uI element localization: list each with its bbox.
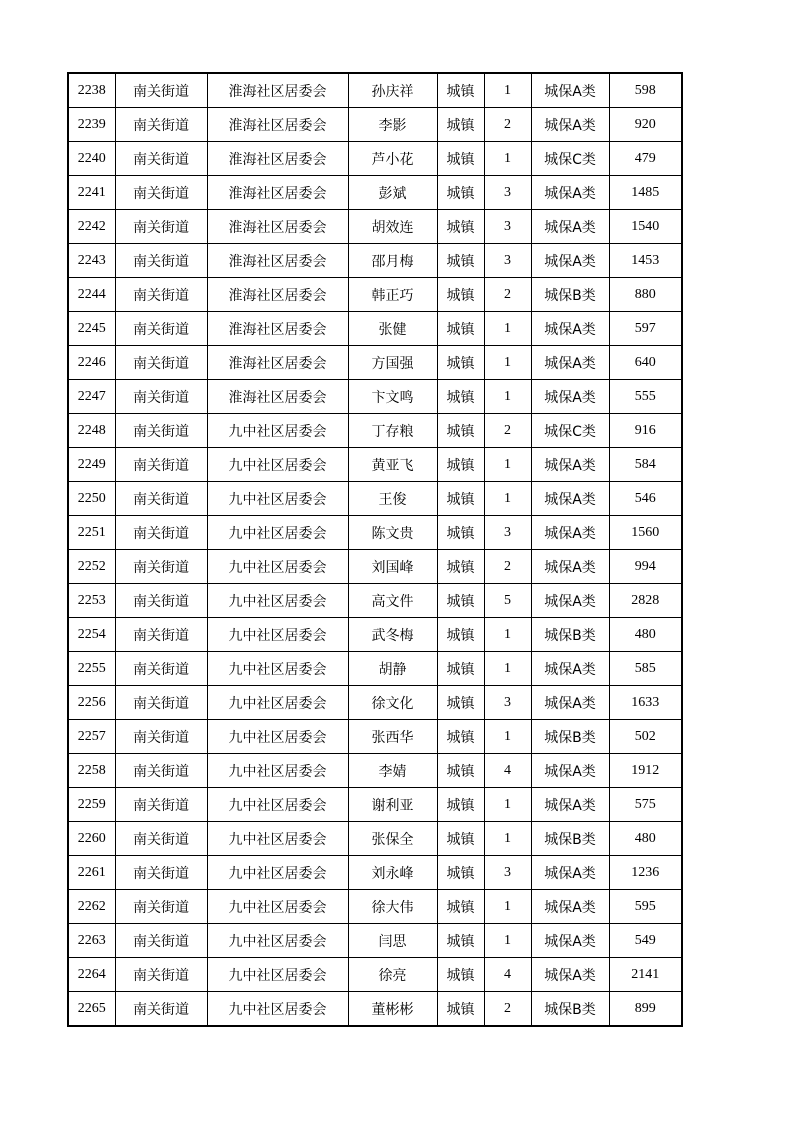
insurance-category-cell: 城保C类 <box>531 414 609 448</box>
street-cell: 南关街道 <box>115 210 207 244</box>
roster-table <box>67 72 683 1027</box>
amount-cell: 1485 <box>609 176 682 210</box>
amount-cell: 595 <box>609 890 682 924</box>
community-cell: 九中社区居委会 <box>207 414 348 448</box>
serial-number-cell: 2239 <box>68 108 115 142</box>
community-cell: 九中社区居委会 <box>207 720 348 754</box>
insurance-category-cell: 城保A类 <box>531 652 609 686</box>
street-cell: 南关街道 <box>115 278 207 312</box>
amount-cell: 575 <box>609 788 682 822</box>
amount-cell: 480 <box>609 618 682 652</box>
amount-cell: 899 <box>609 992 682 1027</box>
household-size-cell: 3 <box>484 686 531 720</box>
household-type-cell: 城镇 <box>437 176 484 210</box>
household-type-cell: 城镇 <box>437 652 484 686</box>
table-row <box>68 856 682 890</box>
amount-cell: 920 <box>609 108 682 142</box>
serial-number-cell: 2257 <box>68 720 115 754</box>
table-row <box>68 516 682 550</box>
table-row <box>68 890 682 924</box>
serial-number-cell: 2261 <box>68 856 115 890</box>
serial-number-cell: 2265 <box>68 992 115 1027</box>
table-row <box>68 278 682 312</box>
person-name-cell: 徐大伟 <box>348 890 437 924</box>
serial-number-cell: 2244 <box>68 278 115 312</box>
household-type-cell: 城镇 <box>437 856 484 890</box>
insurance-category-cell: 城保B类 <box>531 618 609 652</box>
person-name-cell: 李影 <box>348 108 437 142</box>
serial-number-cell: 2251 <box>68 516 115 550</box>
street-cell: 南关街道 <box>115 312 207 346</box>
serial-number-cell: 2240 <box>68 142 115 176</box>
amount-cell: 597 <box>609 312 682 346</box>
community-cell: 九中社区居委会 <box>207 822 348 856</box>
household-type-cell: 城镇 <box>437 550 484 584</box>
insurance-category-cell: 城保A类 <box>531 686 609 720</box>
person-name-cell: 谢利亚 <box>348 788 437 822</box>
person-name-cell: 李婧 <box>348 754 437 788</box>
household-size-cell: 1 <box>484 924 531 958</box>
amount-cell: 546 <box>609 482 682 516</box>
person-name-cell: 陈文贵 <box>348 516 437 550</box>
table-row <box>68 142 682 176</box>
household-type-cell: 城镇 <box>437 890 484 924</box>
street-cell: 南关街道 <box>115 380 207 414</box>
serial-number-cell: 2264 <box>68 958 115 992</box>
amount-cell: 584 <box>609 448 682 482</box>
household-size-cell: 1 <box>484 142 531 176</box>
street-cell: 南关街道 <box>115 244 207 278</box>
person-name-cell: 张健 <box>348 312 437 346</box>
person-name-cell: 张西华 <box>348 720 437 754</box>
household-type-cell: 城镇 <box>437 108 484 142</box>
amount-cell: 555 <box>609 380 682 414</box>
street-cell: 南关街道 <box>115 686 207 720</box>
insurance-category-cell: 城保A类 <box>531 312 609 346</box>
insurance-category-cell: 城保A类 <box>531 890 609 924</box>
insurance-category-cell: 城保A类 <box>531 346 609 380</box>
table-row <box>68 108 682 142</box>
amount-cell: 479 <box>609 142 682 176</box>
serial-number-cell: 2260 <box>68 822 115 856</box>
street-cell: 南关街道 <box>115 584 207 618</box>
amount-cell: 916 <box>609 414 682 448</box>
household-type-cell: 城镇 <box>437 312 484 346</box>
household-size-cell: 1 <box>484 346 531 380</box>
insurance-category-cell: 城保A类 <box>531 958 609 992</box>
street-cell: 南关街道 <box>115 720 207 754</box>
street-cell: 南关街道 <box>115 516 207 550</box>
amount-cell: 1633 <box>609 686 682 720</box>
table-row <box>68 618 682 652</box>
serial-number-cell: 2243 <box>68 244 115 278</box>
table-row <box>68 73 682 108</box>
household-type-cell: 城镇 <box>437 584 484 618</box>
household-size-cell: 1 <box>484 448 531 482</box>
household-size-cell: 2 <box>484 550 531 584</box>
serial-number-cell: 2242 <box>68 210 115 244</box>
community-cell: 九中社区居委会 <box>207 516 348 550</box>
community-cell: 淮海社区居委会 <box>207 142 348 176</box>
community-cell: 九中社区居委会 <box>207 550 348 584</box>
serial-number-cell: 2258 <box>68 754 115 788</box>
street-cell: 南关街道 <box>115 414 207 448</box>
household-size-cell: 4 <box>484 958 531 992</box>
serial-number-cell: 2247 <box>68 380 115 414</box>
insurance-category-cell: 城保B类 <box>531 992 609 1027</box>
household-type-cell: 城镇 <box>437 686 484 720</box>
table-row <box>68 550 682 584</box>
person-name-cell: 方国强 <box>348 346 437 380</box>
community-cell: 九中社区居委会 <box>207 992 348 1027</box>
street-cell: 南关街道 <box>115 924 207 958</box>
insurance-category-cell: 城保A类 <box>531 788 609 822</box>
amount-cell: 880 <box>609 278 682 312</box>
insurance-category-cell: 城保A类 <box>531 108 609 142</box>
household-size-cell: 3 <box>484 856 531 890</box>
amount-cell: 502 <box>609 720 682 754</box>
household-type-cell: 城镇 <box>437 142 484 176</box>
person-name-cell: 孙庆祥 <box>348 73 437 108</box>
serial-number-cell: 2246 <box>68 346 115 380</box>
community-cell: 九中社区居委会 <box>207 584 348 618</box>
community-cell: 淮海社区居委会 <box>207 210 348 244</box>
household-size-cell: 3 <box>484 244 531 278</box>
table-row <box>68 652 682 686</box>
household-type-cell: 城镇 <box>437 346 484 380</box>
person-name-cell: 丁存粮 <box>348 414 437 448</box>
household-size-cell: 1 <box>484 482 531 516</box>
table-row <box>68 448 682 482</box>
amount-cell: 2828 <box>609 584 682 618</box>
household-size-cell: 3 <box>484 210 531 244</box>
community-cell: 九中社区居委会 <box>207 788 348 822</box>
community-cell: 九中社区居委会 <box>207 448 348 482</box>
insurance-category-cell: 城保A类 <box>531 244 609 278</box>
amount-cell: 2141 <box>609 958 682 992</box>
community-cell: 淮海社区居委会 <box>207 176 348 210</box>
table-row <box>68 380 682 414</box>
serial-number-cell: 2263 <box>68 924 115 958</box>
street-cell: 南关街道 <box>115 890 207 924</box>
serial-number-cell: 2262 <box>68 890 115 924</box>
serial-number-cell: 2238 <box>68 73 115 108</box>
household-size-cell: 1 <box>484 720 531 754</box>
street-cell: 南关街道 <box>115 108 207 142</box>
amount-cell: 549 <box>609 924 682 958</box>
community-cell: 九中社区居委会 <box>207 754 348 788</box>
insurance-category-cell: 城保A类 <box>531 754 609 788</box>
serial-number-cell: 2250 <box>68 482 115 516</box>
street-cell: 南关街道 <box>115 652 207 686</box>
household-size-cell: 1 <box>484 73 531 108</box>
person-name-cell: 王俊 <box>348 482 437 516</box>
insurance-category-cell: 城保A类 <box>531 448 609 482</box>
insurance-category-cell: 城保C类 <box>531 142 609 176</box>
person-name-cell: 董彬彬 <box>348 992 437 1027</box>
serial-number-cell: 2254 <box>68 618 115 652</box>
insurance-category-cell: 城保B类 <box>531 278 609 312</box>
insurance-category-cell: 城保A类 <box>531 380 609 414</box>
table-row <box>68 482 682 516</box>
street-cell: 南关街道 <box>115 346 207 380</box>
person-name-cell: 徐亮 <box>348 958 437 992</box>
community-cell: 九中社区居委会 <box>207 856 348 890</box>
household-type-cell: 城镇 <box>437 822 484 856</box>
street-cell: 南关街道 <box>115 550 207 584</box>
person-name-cell: 胡静 <box>348 652 437 686</box>
household-type-cell: 城镇 <box>437 958 484 992</box>
household-type-cell: 城镇 <box>437 992 484 1027</box>
serial-number-cell: 2248 <box>68 414 115 448</box>
household-size-cell: 3 <box>484 176 531 210</box>
table-row <box>68 312 682 346</box>
amount-cell: 585 <box>609 652 682 686</box>
insurance-category-cell: 城保B类 <box>531 822 609 856</box>
household-type-cell: 城镇 <box>437 754 484 788</box>
household-size-cell: 5 <box>484 584 531 618</box>
street-cell: 南关街道 <box>115 142 207 176</box>
insurance-category-cell: 城保B类 <box>531 720 609 754</box>
table-row <box>68 584 682 618</box>
street-cell: 南关街道 <box>115 73 207 108</box>
amount-cell: 1236 <box>609 856 682 890</box>
community-cell: 淮海社区居委会 <box>207 108 348 142</box>
street-cell: 南关街道 <box>115 176 207 210</box>
community-cell: 九中社区居委会 <box>207 686 348 720</box>
household-size-cell: 1 <box>484 312 531 346</box>
insurance-category-cell: 城保A类 <box>531 550 609 584</box>
person-name-cell: 武冬梅 <box>348 618 437 652</box>
table-row <box>68 992 682 1027</box>
street-cell: 南关街道 <box>115 448 207 482</box>
serial-number-cell: 2253 <box>68 584 115 618</box>
household-size-cell: 1 <box>484 822 531 856</box>
serial-number-cell: 2252 <box>68 550 115 584</box>
table-row <box>68 754 682 788</box>
household-type-cell: 城镇 <box>437 210 484 244</box>
person-name-cell: 黄亚飞 <box>348 448 437 482</box>
person-name-cell: 邵月梅 <box>348 244 437 278</box>
amount-cell: 1453 <box>609 244 682 278</box>
person-name-cell: 徐文化 <box>348 686 437 720</box>
household-type-cell: 城镇 <box>437 414 484 448</box>
amount-cell: 1912 <box>609 754 682 788</box>
household-size-cell: 1 <box>484 652 531 686</box>
street-cell: 南关街道 <box>115 618 207 652</box>
person-name-cell: 彭斌 <box>348 176 437 210</box>
insurance-category-cell: 城保A类 <box>531 516 609 550</box>
household-type-cell: 城镇 <box>437 482 484 516</box>
person-name-cell: 韩正巧 <box>348 278 437 312</box>
household-type-cell: 城镇 <box>437 380 484 414</box>
household-type-cell: 城镇 <box>437 924 484 958</box>
household-type-cell: 城镇 <box>437 720 484 754</box>
table-row <box>68 346 682 380</box>
community-cell: 九中社区居委会 <box>207 958 348 992</box>
street-cell: 南关街道 <box>115 754 207 788</box>
serial-number-cell: 2259 <box>68 788 115 822</box>
household-size-cell: 1 <box>484 890 531 924</box>
household-size-cell: 2 <box>484 278 531 312</box>
table-row <box>68 788 682 822</box>
insurance-category-cell: 城保A类 <box>531 176 609 210</box>
community-cell: 淮海社区居委会 <box>207 73 348 108</box>
insurance-category-cell: 城保A类 <box>531 584 609 618</box>
household-size-cell: 2 <box>484 414 531 448</box>
community-cell: 淮海社区居委会 <box>207 346 348 380</box>
community-cell: 淮海社区居委会 <box>207 380 348 414</box>
person-name-cell: 刘永峰 <box>348 856 437 890</box>
street-cell: 南关街道 <box>115 788 207 822</box>
community-cell: 九中社区居委会 <box>207 618 348 652</box>
person-name-cell: 闫思 <box>348 924 437 958</box>
amount-cell: 994 <box>609 550 682 584</box>
table-row <box>68 414 682 448</box>
insurance-category-cell: 城保A类 <box>531 73 609 108</box>
insurance-category-cell: 城保A类 <box>531 210 609 244</box>
serial-number-cell: 2245 <box>68 312 115 346</box>
household-type-cell: 城镇 <box>437 73 484 108</box>
community-cell: 九中社区居委会 <box>207 652 348 686</box>
amount-cell: 640 <box>609 346 682 380</box>
table-row <box>68 686 682 720</box>
person-name-cell: 卞文鸣 <box>348 380 437 414</box>
amount-cell: 1560 <box>609 516 682 550</box>
community-cell: 淮海社区居委会 <box>207 244 348 278</box>
amount-cell: 480 <box>609 822 682 856</box>
household-type-cell: 城镇 <box>437 618 484 652</box>
household-type-cell: 城镇 <box>437 516 484 550</box>
community-cell: 淮海社区居委会 <box>207 312 348 346</box>
amount-cell: 598 <box>609 73 682 108</box>
street-cell: 南关街道 <box>115 822 207 856</box>
community-cell: 九中社区居委会 <box>207 482 348 516</box>
insurance-category-cell: 城保A类 <box>531 482 609 516</box>
street-cell: 南关街道 <box>115 958 207 992</box>
insurance-category-cell: 城保A类 <box>531 856 609 890</box>
street-cell: 南关街道 <box>115 482 207 516</box>
household-size-cell: 1 <box>484 380 531 414</box>
person-name-cell: 芦小花 <box>348 142 437 176</box>
community-cell: 淮海社区居委会 <box>207 278 348 312</box>
household-type-cell: 城镇 <box>437 448 484 482</box>
insurance-category-cell: 城保A类 <box>531 924 609 958</box>
serial-number-cell: 2241 <box>68 176 115 210</box>
street-cell: 南关街道 <box>115 992 207 1027</box>
household-size-cell: 1 <box>484 788 531 822</box>
table-row <box>68 210 682 244</box>
table-row <box>68 720 682 754</box>
person-name-cell: 张保全 <box>348 822 437 856</box>
serial-number-cell: 2249 <box>68 448 115 482</box>
household-size-cell: 1 <box>484 618 531 652</box>
table-row <box>68 176 682 210</box>
household-type-cell: 城镇 <box>437 244 484 278</box>
household-size-cell: 2 <box>484 992 531 1027</box>
amount-cell: 1540 <box>609 210 682 244</box>
serial-number-cell: 2256 <box>68 686 115 720</box>
table-row <box>68 822 682 856</box>
household-size-cell: 4 <box>484 754 531 788</box>
household-size-cell: 2 <box>484 108 531 142</box>
community-cell: 九中社区居委会 <box>207 890 348 924</box>
table-row <box>68 958 682 992</box>
street-cell: 南关街道 <box>115 856 207 890</box>
person-name-cell: 刘国峰 <box>348 550 437 584</box>
roster-body <box>68 73 682 1026</box>
table-row <box>68 924 682 958</box>
community-cell: 九中社区居委会 <box>207 924 348 958</box>
household-type-cell: 城镇 <box>437 788 484 822</box>
serial-number-cell: 2255 <box>68 652 115 686</box>
table-row <box>68 244 682 278</box>
person-name-cell: 高文件 <box>348 584 437 618</box>
person-name-cell: 胡效连 <box>348 210 437 244</box>
household-type-cell: 城镇 <box>437 278 484 312</box>
household-size-cell: 3 <box>484 516 531 550</box>
